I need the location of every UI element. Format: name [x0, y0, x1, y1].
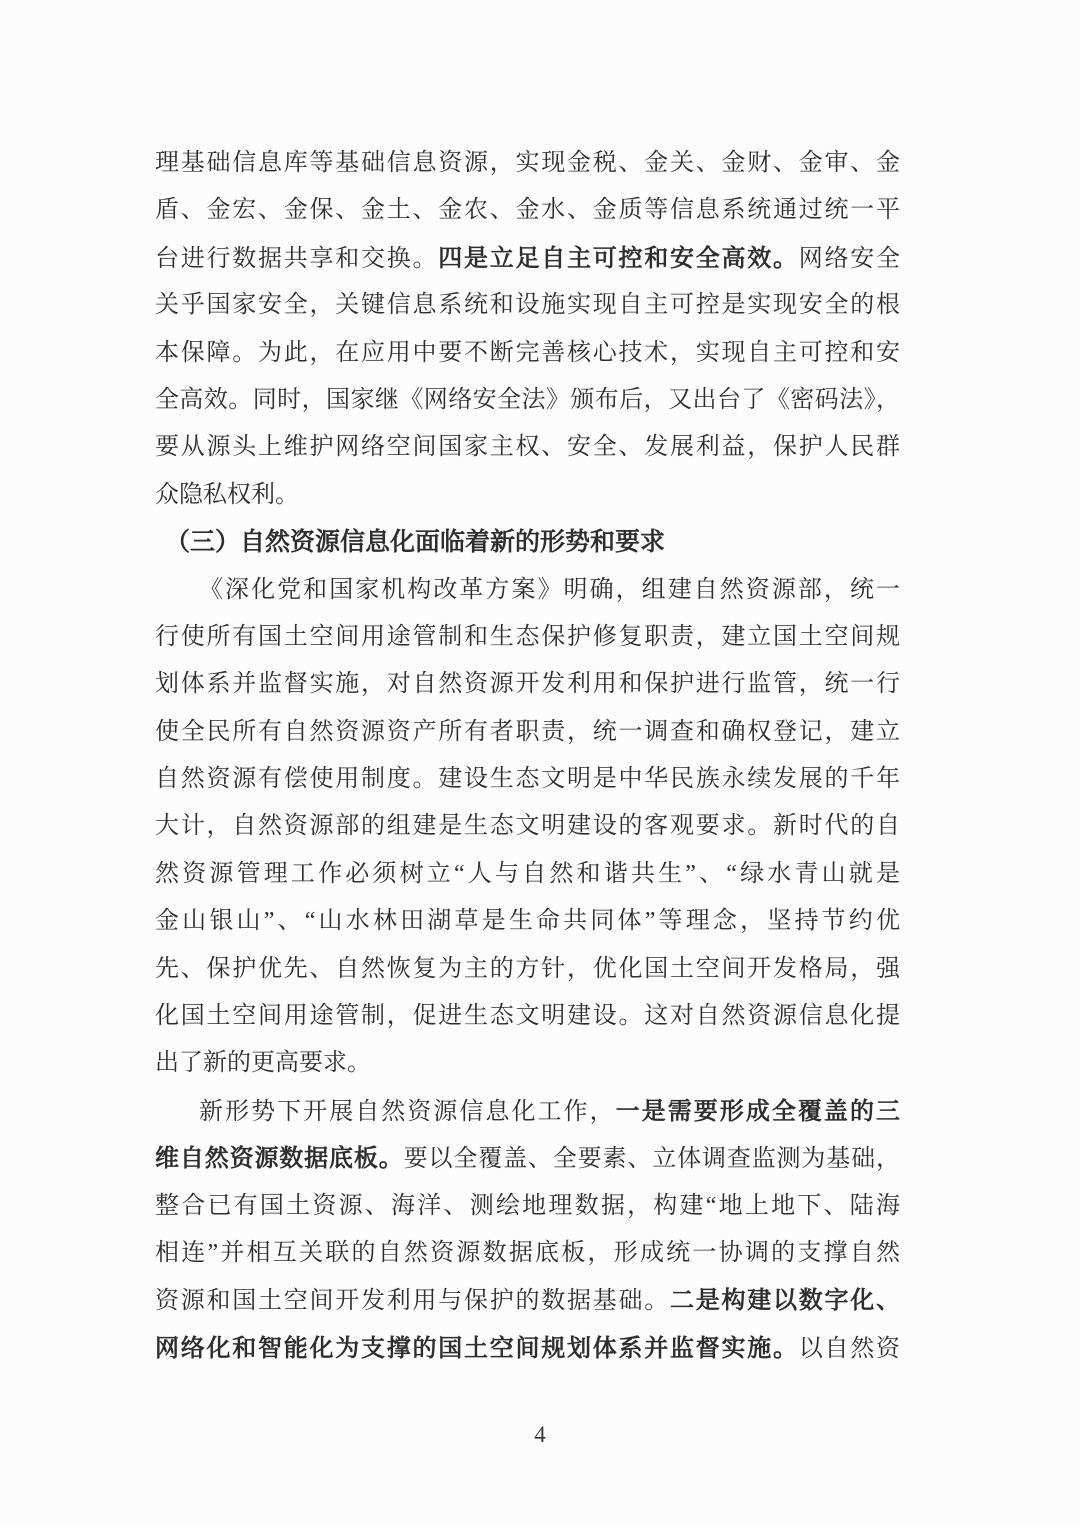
text-run: 盾、金宏、金保、金土、金农、金水、金质等信息系统通过统一平 — [155, 197, 900, 224]
bold-text-run: 维自然资源数据底板。 — [155, 1145, 404, 1173]
text-line — [155, 756, 900, 803]
text-run: 网络安全 — [798, 245, 900, 272]
text-run: 自然资源有偿使用制度。建设生态文明是中华民族永续发展的千年 — [155, 766, 900, 793]
text-line — [155, 803, 900, 850]
bold-text-run: 网络化和智能化为支撑的国土空间规划体系并监督实施。 — [155, 1334, 799, 1362]
text-run: 以自然资 — [798, 1335, 900, 1362]
text-line — [155, 330, 900, 377]
text-run: 理基础信息库等基础信息资源，实现金税、金关、金财、金审、金 — [155, 150, 900, 176]
bold-text-run: 一是需要形成全覆盖的三 — [615, 1097, 900, 1125]
text-line — [155, 709, 900, 756]
text-line — [155, 614, 900, 661]
text-run: 划体系并监督实施，对自然资源开发利用和保护进行监管，统一行 — [155, 671, 900, 698]
text-line — [155, 567, 900, 614]
text-run: 本保障。为此，在应用中要不断完善核心技术，实现自主可控和安 — [155, 339, 900, 366]
section-heading — [155, 519, 900, 566]
text-line — [155, 424, 900, 471]
text-line — [155, 235, 900, 282]
text-run: 《深化党和国家机构改革方案》明确，组建自然资源部，统一 — [199, 576, 900, 603]
text-line — [155, 1088, 900, 1135]
text-run: 相连”并相互关联的自然资源数据底板，形成统一协调的支撑自然 — [155, 1239, 900, 1266]
text-run: 要以全覆盖、全要素、立体调查监测为基础， — [403, 1146, 900, 1173]
text-run: 化国土空间用途管制，促进生态文明建设。这对自然资源信息化提 — [155, 1003, 900, 1030]
text-run: 全高效。同时，国家继《网络安全法》颁布后，又出台了《密码法》， — [155, 386, 900, 413]
text-line — [155, 851, 900, 898]
text-line — [155, 140, 900, 187]
text-line — [155, 377, 900, 424]
text-run: 资源和国土空间开发利用与保护的数据基础。 — [155, 1288, 670, 1315]
text-run: 关乎国家安全，关键信息系统和设施实现自主可控是实现安全的根 — [155, 292, 900, 319]
text-run: 金山银山”、“山水林田湖草是生命共同体”等理念，坚持节约优 — [155, 908, 900, 935]
text-run: 使全民所有自然资源资产所有者职责，统一调查和确权登记，建立 — [155, 718, 900, 745]
text-run: 新形势下开展自然资源信息化工作， — [199, 1098, 616, 1125]
text-run: 台进行数据共享和交换。 — [155, 245, 439, 272]
text-line — [155, 946, 900, 993]
document-text-block — [155, 140, 900, 1372]
bold-text-run: 四是立足自主可控和安全高效。 — [438, 244, 799, 272]
text-run: 整合已有国土资源、海洋、测绘地理数据，构建“地上地下、陆海 — [155, 1192, 900, 1219]
text-run: 先、保护优先、自然恢复为主的方针，优化国土空间开发格局，强 — [155, 955, 900, 982]
text-run: 行使所有国土空间用途管制和生态保护修复职责，建立国土空间规 — [155, 623, 900, 650]
bold-text-run: （三）自然资源信息化面临着新的形势和要求 — [165, 528, 666, 557]
text-line — [155, 1135, 900, 1182]
text-line — [155, 661, 900, 708]
bold-text-run: 二是构建以数字化、 — [670, 1287, 900, 1315]
text-line — [155, 472, 900, 519]
text-line — [155, 1040, 900, 1087]
text-line — [155, 898, 900, 945]
text-run: 出了新的更高要求。 — [155, 1050, 371, 1077]
text-line — [155, 1230, 900, 1277]
text-run: 众隐私权利。 — [155, 481, 299, 508]
page-number: 4 — [534, 1422, 546, 1447]
text-line — [155, 282, 900, 329]
text-line — [155, 1325, 900, 1372]
text-run: 然资源管理工作必须树立“人与自然和谐共生”、“绿水青山就是 — [155, 860, 900, 887]
text-line — [155, 1277, 900, 1324]
text-run: 大计，自然资源部的组建是生态文明建设的客观要求。新时代的自 — [155, 813, 900, 840]
text-line — [155, 187, 900, 234]
text-line — [155, 1183, 900, 1230]
text-line — [155, 993, 900, 1040]
text-run: 要从源头上维护网络空间国家主权、安全、发展利益，保护人民群 — [155, 434, 900, 461]
